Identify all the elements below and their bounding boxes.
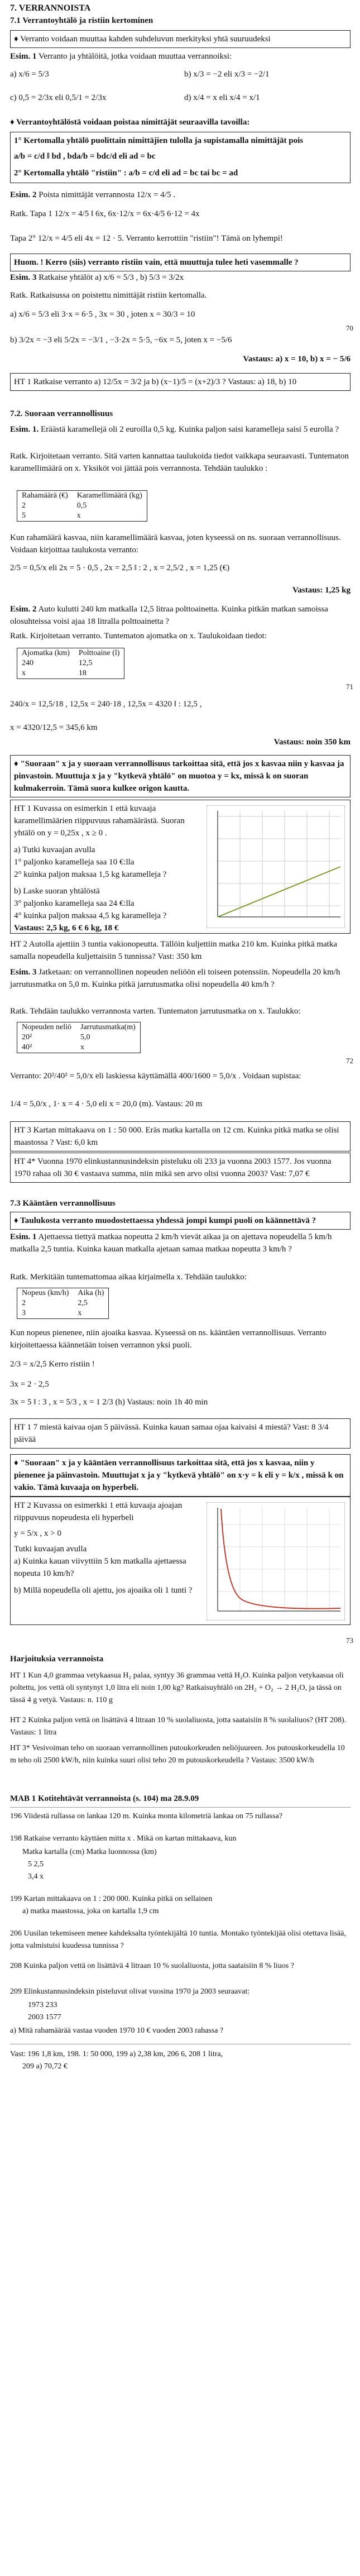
page-number: 70 <box>346 324 353 332</box>
answer-text: 209 a) 70,72 € <box>22 2062 68 2071</box>
example-heading <box>10 189 351 201</box>
equation: 2/3 = x/2,5 Kerro ristiin ! <box>10 1360 95 1369</box>
section-title: 7.2. Suoraan verrannollisuus <box>10 409 113 418</box>
solution-line: Tapa 2° 12/x = 4/5 eli 4x = 12 · 5. Verranto kerrottiin "ristiin"! Tämä on lyhempi! <box>10 234 283 243</box>
example-label: Esim. 1. <box>10 425 39 434</box>
exercise-text: HT 1 Kun 4,0 grammaa vetykaasua H₂ palaa, syntyy 36 grammaa vettä H₂O. Kuinka paljon vetykaasua oli poltettu, jos vettä oli syntynyt 1,0 litra eli noin 1,00 kg? Ratkaisuyhtälö on 2H₂ + O₂ → 2 H₂O, ja tässä on tässä 4 g vetyä. Vastaus: n. 110 g <box>10 1671 344 1704</box>
table-header: Aika (h) <box>78 1289 104 1297</box>
homework-table-row: 5 2,5 <box>28 1860 44 1868</box>
example-text: Ajettaessa tiettyä matkaa nopeutta 2 km/h vievät aikaa ja on ajettava nopeudella 5 km/h matkalla 2,5 tuntia. Kuinka kauan matkalla ajetaan samaa matkaa nopeutta 3 km/h ? <box>10 1232 332 1254</box>
example-text: Auto kulutti 240 km matkalla 12,5 litraa polttoainetta. Kuinka pitkän matkan samoissa olosuhteissa voisi ajaa 18 litralla polttoainetta ? <box>10 605 328 626</box>
homework-title: MAB 1 Kotitehtävät verrannoista (s. 104) ma 28.9.09 <box>10 1794 199 1803</box>
rule-box: ♦ "Suoraan" x ja y kääntäen verrannollisuus tarkoittaa sitä, että jos x kasvaa, niin y pienenee ja päinvastoin. Muuttujat x ja y "kytkevä yhtälö" on x·y = k eli y = k/x , missä k on vakio. Tämä kuvaaja on hyperbeli. <box>10 1454 351 1497</box>
example-heading <box>10 50 351 63</box>
table-cell: 40² <box>22 1043 32 1052</box>
example-heading <box>10 966 351 991</box>
equation: d) x/4 = x eli x/4 = x/1 <box>184 93 260 102</box>
exercise-box: HT 3 Kartan mittakaava on 1 : 50 000. Eräs matka kartalla on 12 cm. Kuinka pitkä matka se olisi maastossa ? Vast: 6,0 km <box>10 1121 351 1151</box>
solution-text: Kun rahamäärä kasvaa, niin karamellimäärä kasvaa, joten kyseessä on ns. suoraan verrannollisuus. Voidaan kirjoittaa taulukosta verranto: <box>10 533 341 555</box>
equation: 2/5 = 0,5/x eli 2x = 5 · 0,5 , 2x = 2,5 ‖ : 2 , x = 2,5/2 , x = 1,25 (€) <box>10 563 230 572</box>
table-header: Nopeuden neliö <box>22 1023 72 1031</box>
solution-text: Ratk. Tehdään taulukko verrannosta varten. Tuntematon jarrutusmatka on x. Taulukko: <box>10 1007 301 1016</box>
homework-item: 199 Kartan mittakaava on 1 : 200 000. Kuinka pitkä on sellainen <box>10 1895 213 1903</box>
table-cell: x <box>78 1309 82 1317</box>
exercise-item: 1° paljonko karamelleja saa 10 €:lla <box>14 858 135 867</box>
exercise-item: 3° paljonko karamelleja saa 24 €:lla <box>14 899 135 908</box>
example-text: Eräästä karamellejä oli 2 euroilla 0,5 kg. Kuinka paljon saisi karamelleja saisi 5 eurolla ? <box>41 425 339 434</box>
data-table <box>17 1022 141 1053</box>
example-label: Esim. 3 <box>10 273 37 282</box>
exercise-item: 4° kuinka paljon maksaa 4,5 kg karamelleja ? <box>14 911 167 920</box>
equation: 1/4 = 5,0/x , 1· x = 4 · 5,0 eli x = 20,0 (m). Vastaus: 20 m <box>10 1100 203 1108</box>
solution-text: Ratk. Merkitään tuntemattomaa aikaa kirjaimella x. Tehdään taulukko: <box>10 1273 247 1282</box>
data-table <box>17 1288 109 1319</box>
table-header: Jarrutusmatka(m) <box>80 1023 136 1031</box>
example-text: Jatketaan: on verrannollinen nopeuden neliöön eli toiseen potenssiin. Nopeudella 20 km/h jarrutusmatka on 5,0 m. Kuinka pitkä jarrutusmatka olisi nopeudella 40 km/h ? <box>10 968 340 989</box>
exercise-box: HT 4* Vuonna 1970 elinkustannusindeksin pisteluku oli 233 ja vuonna 2003 1577. Jos vuonna 1970 rahaa oli 30 € vastaava summa, niin mikä sen arvo olisi vuonna 2003? Vast: 7,07 € <box>10 1153 351 1183</box>
example-heading <box>10 423 351 436</box>
rule-box: ♦ Taulukosta verranto muodostettaessa yhdessä jompi kumpi puoli on käännettävä ? <box>10 1212 351 1230</box>
homework-table-row: 3,4 x <box>28 1872 44 1881</box>
example-heading <box>10 603 351 628</box>
example-label: Esim. 1 <box>10 52 37 61</box>
answer-text: Vastaus: 1,25 kg <box>292 586 351 595</box>
equation: x = 4320/12,5 = 345,6 km <box>10 723 98 732</box>
example-heading <box>10 1231 351 1255</box>
exercise-text: HT 2 Kuinka paljon vettä on lisättävä 4 litraan 10 % suolaliuosta, jotta saataisiin 8 % suolaliuos? (HT 208). Vastaus: 1 litra <box>10 1716 347 1737</box>
exercise-item: a) Kuinka kauan viivyttiin 5 km matkalla ajettaessa nopeuta 10 km/h? <box>14 1557 186 1578</box>
exercise-item: 2° kuinka paljon maksaa 1,5 kg karamelleja ? <box>14 870 167 879</box>
solution-line: Ratk. Ratkaisussa on poistettu nimittäjät ristiin kertomalla. <box>10 291 207 300</box>
solution-text: Ratk. Kirjoitetaan verranto. Tuntematon ajomatka on x. Taulukoidaan tiedot: <box>10 632 267 641</box>
table-cell: 2,5 <box>78 1299 88 1307</box>
example-text: Verranto ja yhtälöitä, jotka voidaan muuttaa verrannoiksi: <box>39 52 232 61</box>
exercise-text: HT 3* Vesivoiman teho on suoraan verrannollinen putoukorkeuden neliöjuureen. Jos putouskorkeudella 10 m teho oli 2500 kW/h, niin kuinka suuri olisi teho 20 m putouskorkeudella ? Vastaus: 3500 kW/h <box>10 1744 345 1765</box>
exercise-item: Tutki kuvaajan avulla <box>14 1545 87 1554</box>
answer-text: Vastaus: noin 350 km <box>273 738 351 747</box>
note-box: Huom. ! Kerro (siis) verranto ristiin vain, että muuttuja tulee heti vasemmalle ? <box>10 254 351 271</box>
homework-table-row: Matka kartalla (cm) Matka luonnossa (km) <box>22 1848 157 1856</box>
table-cell: 2 <box>22 501 26 510</box>
homework-item: 198 Ratkaise verranto käyttäen mitta x . Mikä on kartan mittakaava, kun <box>10 1834 237 1843</box>
homework-item: a) Mitä rahamäärää vastaa vuoden 1970 10 € vuoden 2003 rahassa ? <box>10 2027 224 2035</box>
rule-box <box>10 132 351 183</box>
page-number: 72 <box>346 1057 353 1065</box>
homework-item: 209 Elinkustannusindeksin pisteluvut olivat vuosina 1970 ja 2003 seuraavat: <box>10 1987 250 1996</box>
table-cell: 20² <box>22 1033 32 1041</box>
example-text: Ratkaise yhtälöt a) x/6 = 5/3 , b) 5/3 = 3/2x <box>39 273 184 282</box>
table-header: Polttoaine (l) <box>78 649 120 657</box>
exercise-box: HT 1 Ratkaise verranto a) 12/5x = 3/2 ja b) (x−1)/5 = (x+2)/3 ? Vastaus: a) 18, b) 10 <box>10 373 351 391</box>
rule-box: ♦ "Suoraan" x ja y suoraan verrannollisuus tarkoittaa sitä, että jos x kasvaa niin y kasvaa ja pinvastoin. Muuttuja x ja y "kytkevä yhtälö" on muotoa y = kx, missä k on suoran kulmakerroin. Tämä suora kulkee origon kautta. <box>10 755 351 797</box>
graph-frame <box>207 1502 345 1621</box>
graph-frame <box>207 805 345 928</box>
homework-item: a) matka maastossa, joka on kartalla 1,9 cm <box>22 1907 159 1915</box>
equation: 3x = 2 · 2,5 <box>10 1380 49 1389</box>
table-header: Nopeus (km/h) <box>22 1289 69 1297</box>
rule-box: ♦ Verranto voidaan muuttaa kahden suhdeluvun merkityksi yhtä suuruudeksi <box>10 30 351 48</box>
chapter-title: 7. VERRANNOISTA <box>10 3 91 13</box>
table-cell: 0,5 <box>76 501 87 510</box>
section-title: Harjoituksia verrannoista <box>10 1655 104 1664</box>
homework-item: 206 Uusilan tekemiseen menee kahdeksalta työntekijältä 10 tuntia. Montako työntekijää olisi otettava lisää, jotta valmistuisi kuudessa tunnissa ? <box>10 1929 346 1950</box>
equation: Verranto: 20²/40² = 5,0/x eli laskiessa käyttämällä 400/1600 = 5,0/x . Voidaan supistaa: <box>10 1072 301 1081</box>
answer-text: Vastaus: 2,5 kg, 6 € 6 kg, 18 € <box>14 924 119 933</box>
equation: y = 5/x , x > 0 <box>14 1529 61 1538</box>
solution-line: Ratk. Tapa 1 12/x = 4/5 ‖ 6x, 6x·12/x = 6x·4/5 6·12 = 4x <box>10 209 200 218</box>
table-header: Ajomatka (km) <box>22 649 70 657</box>
page-number: 73 <box>346 1636 353 1645</box>
answer-text: Vast: 196 1,8 km, 198. 1: 50 000, 199 a) 2,38 km, 206 6, 208 1 litra, <box>10 2050 223 2058</box>
example-label: Esim. 2 <box>10 605 37 614</box>
example-label: Esim. 2 <box>10 190 37 199</box>
example-heading <box>10 271 351 284</box>
table-cell: x <box>76 512 81 520</box>
table-cell: 5,0 <box>80 1033 90 1041</box>
section-title: 7.3 Kääntäen verrannollisuus <box>10 1199 116 1208</box>
equation: b) x/3 = −2 eli x/3 = −2/1 <box>184 70 270 79</box>
solution-text: Ratk. Kirjoitetaan verranto. Sitä varten kannattaa taulukoida tiedot vaikkapa seuraavasti. Tuntematon karamellimäärä on x. Yksiköt voi jättää pois verrannosta. Tehdään taulukko : <box>10 452 349 473</box>
table-cell: 3 <box>22 1309 26 1317</box>
homework-item: 196 Viidestä rullassa on lankaa 120 m. Kuinka monta kilometriä lankaa on 75 rullassa? <box>10 1812 283 1820</box>
equation: c) 0,5 = 2/3x eli 0,5/1 = 2/3x <box>10 93 107 102</box>
table-cell: 5 <box>22 512 26 520</box>
table-cell: 240 <box>22 659 33 667</box>
example-label: Esim. 3 <box>10 968 37 977</box>
answer-text: Vastaus: a) x = 10, b) x = − 5/6 <box>243 355 351 364</box>
exercise-box: HT 1 7 miestä kaivaa ojan 5 päivässä. Kuinka kauan samaa ojaa kaivaisi 4 miestä? Vast: 8 3/4 päivää <box>10 1418 351 1449</box>
solution-text: Kun nopeus pienenee, niin ajoaika kasvaa. Kyseessä on ns. kääntäen verrannollisuus. Verranto kirjoitettaessa käännetään toisen verrannon yksi puoli. <box>10 1328 327 1350</box>
homework-item: 208 Kuinka paljon vettä on lisättävä 4 litraan 10 % suolaliuosta, jotta saataisiin 8 % liuos ? <box>10 1962 294 1970</box>
exercise-text: HT 2 Autolla ajettiin 3 tuntia vakionopeutta. Tällöin kuljettiin matka 210 km. Kuinka pitkä matka samalla nopeudella kuljettaisiin 5 tunnissa? Vast: 350 km <box>10 940 338 961</box>
table-cell: 12,5 <box>78 659 93 667</box>
data-table <box>17 648 124 679</box>
homework-table-row: 1973 233 <box>28 2001 57 2009</box>
table-cell: x <box>22 669 26 677</box>
example-label: Esim. 1 <box>10 1232 37 1241</box>
table-cell: 18 <box>78 669 87 677</box>
page-number: 71 <box>346 682 353 691</box>
exercise-item: a) Tutki kuvaajan avulla <box>14 845 95 854</box>
table-cell: 2 <box>22 1299 26 1307</box>
rule-line: 2° Kertomalla yhtälö "ristiin" : a/b = c/d eli ad = bc tai bc = ad <box>14 169 238 178</box>
line-graph <box>207 805 345 928</box>
equation: a) x/6 = 5/3 <box>10 70 49 79</box>
hyperbola-graph <box>207 1502 345 1621</box>
data-table <box>17 490 147 522</box>
solution-line: b) 3/2x = −3 eli 5/2x = −3/1 , −3·2x = 5·5, −6x = 5, joten x = −5/6 <box>10 336 232 345</box>
equation: 240/x = 12,5/18 , 12,5x = 240·18 , 12,5x = 4320 ‖ : 12,5 , <box>10 700 202 709</box>
example-text: Poista nimittäjät verrannosta 12/x = 4/5 . <box>39 190 175 199</box>
rule-text: ♦ Verrantoyhtälöstä voidaan poistaa nimittäjät seuraavilla tavoilla: <box>10 118 250 127</box>
exercise-item: b) Laske suoran yhtälöstä <box>14 887 100 896</box>
solution-line: a) x/6 = 5/3 eli 3·x = 6·5 , 3x = 30 , joten x = 30/3 = 10 <box>10 310 195 319</box>
section-title: 7.1 Verrantoyhtälö ja ristiin kertominen <box>10 16 153 25</box>
homework-table-row: 2003 1577 <box>28 2013 61 2021</box>
rule-line: 1° Kertomalla yhtälö puolittain nimittäjien tulolla ja supistamalla nimittäjät pois <box>14 136 304 145</box>
table-header: Rahamäärä (€) <box>22 491 68 500</box>
exercise-item: b) Millä nopeudella oli ajettu, jos ajoaika oli 1 tunti ? <box>14 1586 193 1595</box>
rule-line: a/b = c/d ‖ bd , bda/b = bdc/d eli ad = bc <box>14 152 156 161</box>
table-header: Karamellimäärä (kg) <box>76 491 142 500</box>
divider <box>10 1807 351 1808</box>
exercise-text: HT 1 Kuvassa on esimerkin 1 että kuvaaja karamellimäärien riippuvuus rahamäärästä. Suoran yhtälö on y = 0,25x , x ≥ 0 . <box>14 804 185 838</box>
exercise-text: HT 2 Kuvassa on esimerkki 1 että kuvaaja ajoajan riippuvuus nopeudesta eli hyperbeli <box>14 1501 183 1522</box>
table-cell: x <box>80 1043 85 1052</box>
equation: 3x = 5 ‖ : 3 , x = 5/3 , x = 1 2/3 (h) Vastaus: noin 1h 40 min <box>10 1398 208 1407</box>
